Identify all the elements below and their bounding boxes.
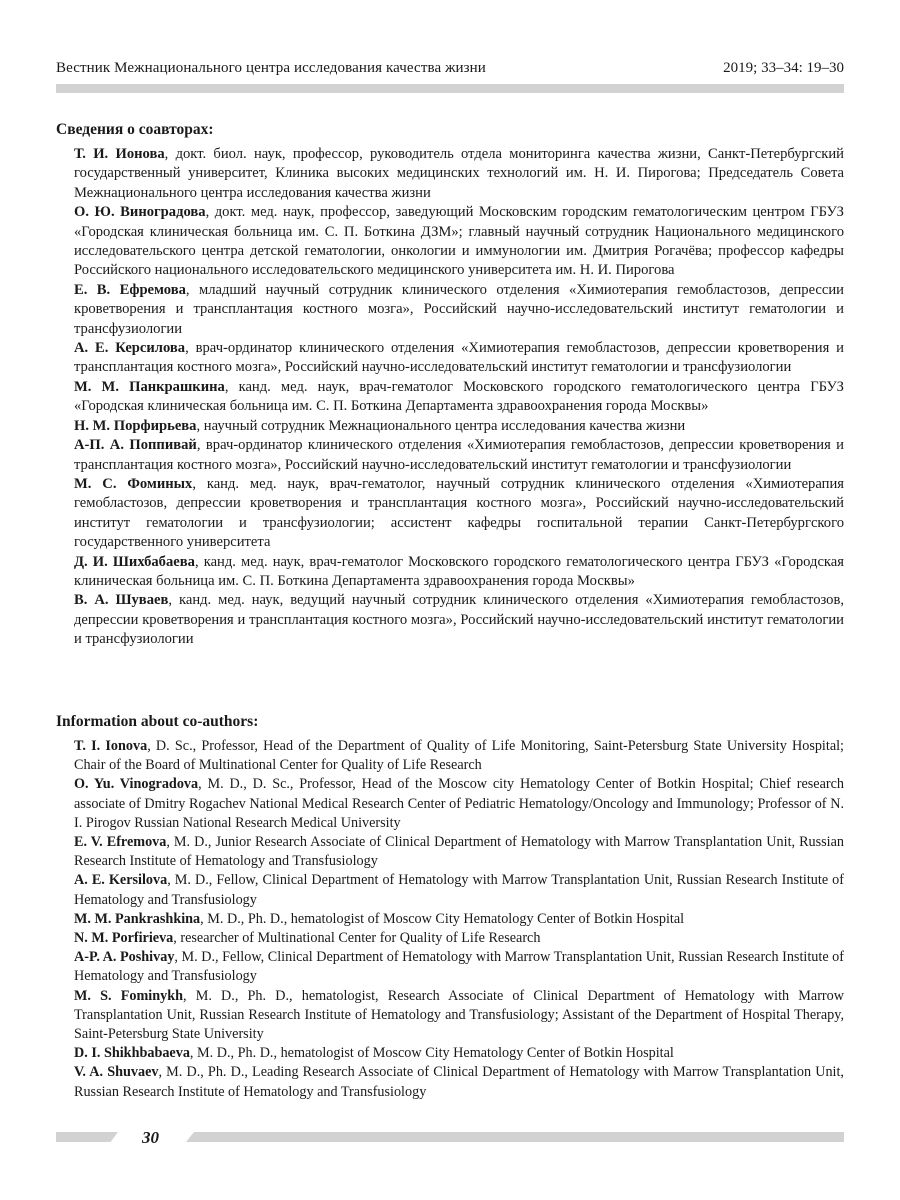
coauthor-entry [74,871,844,909]
coauthor-name: Т. И. Ионова [74,146,165,162]
english-coauthors-section [56,713,844,1102]
coauthor-name: V. A. Shuvaev [74,1064,159,1081]
coauthor-description: , M. D., Ph. D., hematologist, Research Associate of Clinical Department of Hematology with Marrow Transplantation Unit, Russian Research Institute of Hematology and Transfusiology; Assistant of the Department of Hospital Therapy, Saint-Petersburg State University [74,987,844,1043]
coauthor-entry [74,833,844,871]
coauthor-entry [74,475,844,553]
coauthor-name: Е. В. Ефремова [74,281,186,298]
coauthor-entry [74,553,844,592]
coauthor-entry [74,417,844,436]
coauthor-description: , канд. мед. наук, врач-гематолог Московского городского гематологического центра ГБУЗ «Городская клиническая больница им. С. П. Боткина Департамента здравоохранения города Москвы» [74,378,844,415]
coauthor-name: A-P. A. Poshivay [74,949,175,966]
coauthor-description: , M. D., Ph. D., hematologist of Moscow City Hematology Center of Botkin Hospital [189,1045,674,1062]
coauthor-entry [74,948,844,986]
coauthor-entry [74,737,844,775]
coauthor-entry [74,775,844,833]
coauthor-name: A. E. Kersilova [74,872,168,889]
coauthor-entry [74,910,844,929]
coauthor-entry [74,436,844,475]
footer-rule-left [56,1132,118,1142]
coauthor-description: , D. Sc., Professor, Head of the Department of Quality of Life Monitoring, Saint-Petersburg State University Hospital; Chair of the Board of Multinational Center for Quality of Life Research [74,738,844,774]
coauthor-name: О. Ю. Виноградова [74,204,206,221]
coauthor-description: , научный сотрудник Межнационального центра исследования качества жизни [196,417,686,434]
coauthor-description: , канд. мед. наук, врач-гематолог Московского городского гематологического центра ГБУЗ «Городская клиническая больница им. С. П. Боткина Департамента здравоохранения города Москвы» [74,553,844,589]
coauthor-name: E. V. Efremova [74,834,167,851]
issue-citation: 2019; 33–34: 19–30 [723,60,844,76]
coauthor-entry [74,1063,844,1101]
section-title: Information about co-authors: [56,713,259,730]
coauthor-description: , M. D., Ph. D., hematologist of Moscow City Hematology Center of Botkin Hospital [200,910,685,927]
coauthor-description: , M. D., Ph. D., Leading Research Associate of Clinical Department of Hematology with Marrow Transplantation Unit, Russian Research Institute of Hematology and Transfusiology [74,1064,844,1100]
header-rule [56,84,844,93]
coauthor-entry [74,339,844,378]
coauthor-name: А-П. А. Поппивай [74,437,197,454]
coauthor-description: , докт. мед. наук, профессор, заведующий Московским городским гематологическим центром ГБУЗ «Городская клиническая больница им. С. П. Боткина ДЗМ»; главный научный сотрудник Национального медицинского исследовательского центра детской гематологии, онкологии и иммунологии им. Дмитрия Рогачёва; профессор кафедры Российского национального исследовательского медицинского университета им. Н. И. Пирогова [74,204,844,279]
coauthor-entry [74,987,844,1045]
coauthor-description: , докт. биол. наук, профессор, руководитель отдела мониторинга качества жизни, Санкт-Петербургский государственный университет, Клиника высоких медицинских технологий им. Н. И. Пирогова; Председатель Совета Межнационального центра исследования качества жизни [74,146,844,201]
coauthor-entry [74,145,844,203]
coauthor-name: М. С. Фоминых [74,475,193,492]
coauthor-entry [74,591,844,649]
coauthor-description: , врач-ординатор клинического отделения «Химиотерапия гемобластозов, депрессии кроветворения и трансплантация костного мозга», Российский научно-исследовательский институт гематологии и трансфузиологии [74,340,844,376]
coauthor-name: Н. М. Порфирьева [74,417,197,434]
coauthor-name: M. M. Pankrashkina [74,910,201,927]
coauthor-name: N. M. Porfirieva [74,930,174,947]
coauthor-name: М. М. Панкрашкина [74,378,225,395]
page-number: 30 [142,1128,159,1147]
coauthor-description: , канд. мед. наук, врач-гематолог, научный сотрудник клинического отделения «Химиотерапия гемобластозов, депрессии кроветворения и трансплантация костного мозга», Российский научно-исследовательский институт гематологии и трансфузиологии; ассистент кафедры госпитальной терапии Санкт-Петербургского государственного университета [74,475,844,551]
coauthor-name: T. I. Ionova [74,738,148,754]
coauthor-entry [74,281,844,339]
coauthor-description: , M. D., Fellow, Clinical Department of Hematology with Marrow Transplantation Unit, Russian Research Institute of Hematology and Transfusiology [74,949,844,985]
coauthor-description: , канд. мед. наук, ведущий научный сотрудник клинического отделения «Химиотерапия гемобластозов, депрессии кроветворения и трансплантация костного мозга», Российский научно-исследовательский институт гематологии и трансфузиологии [74,592,845,648]
coauthor-entry [74,1044,844,1063]
entry-list [56,145,844,650]
coauthor-description: , M. D., Fellow, Clinical Department of Hematology with Marrow Transplantation Unit, Russian Research Institute of Hematology and Transfusiology [74,872,845,908]
entry-list [56,737,844,1102]
coauthor-name: В. А. Шуваев [74,592,169,609]
coauthor-entry [74,203,844,281]
coauthor-name: M. S. Fominykh [74,987,183,1004]
coauthor-name: А. Е. Керсилова [74,340,186,357]
section-title: Сведения о соавторах: [56,121,214,138]
coauthor-description: , врач-ординатор клинического отделения «Химиотерапия гемобластозов, депрессии кроветворения и трансплантация костного мозга», Российский научно-исследовательский институт гематологии и трансфузиологии [74,437,844,473]
journal-title: Вестник Межнационального центра исследования качества жизни [56,60,486,76]
footer-rule-right [186,1132,844,1142]
coauthor-entry [74,929,844,948]
running-header [56,60,844,82]
coauthor-entry [74,378,844,417]
coauthor-name: O. Yu. Vinogradova [74,776,199,793]
coauthor-description: , M. D., D. Sc., Professor, Head of the Moscow city Hematology Center of Botkin Hospital; Chief research associate of Dmitry Rogachev National Medical Research Center of Pediatric Hematology/Oncology and Immunology; Professor of N. I. Pirogov Russian National Research Medical University [74,776,844,831]
coauthor-description: , researcher of Multinational Center for Quality of Life Research [173,930,541,947]
russian-coauthors-section [56,121,844,650]
coauthor-description: , младший научный сотрудник клинического отделения «Химиотерапия гемобластозов, депрессии кроветворения и трансплантация костного мозга», Российский научно-исследовательский институт гематологии и трансфузиологии [74,281,844,337]
coauthor-description: , M. D., Junior Research Associate of Clinical Department of Hematology with Marrow Transplantation Unit, Russian Research Institute of Hematology and Transfusiology [74,834,845,870]
coauthor-name: Д. И. Шихбабаева [74,553,195,570]
coauthor-name: D. I. Shikhbabaeva [74,1045,190,1062]
